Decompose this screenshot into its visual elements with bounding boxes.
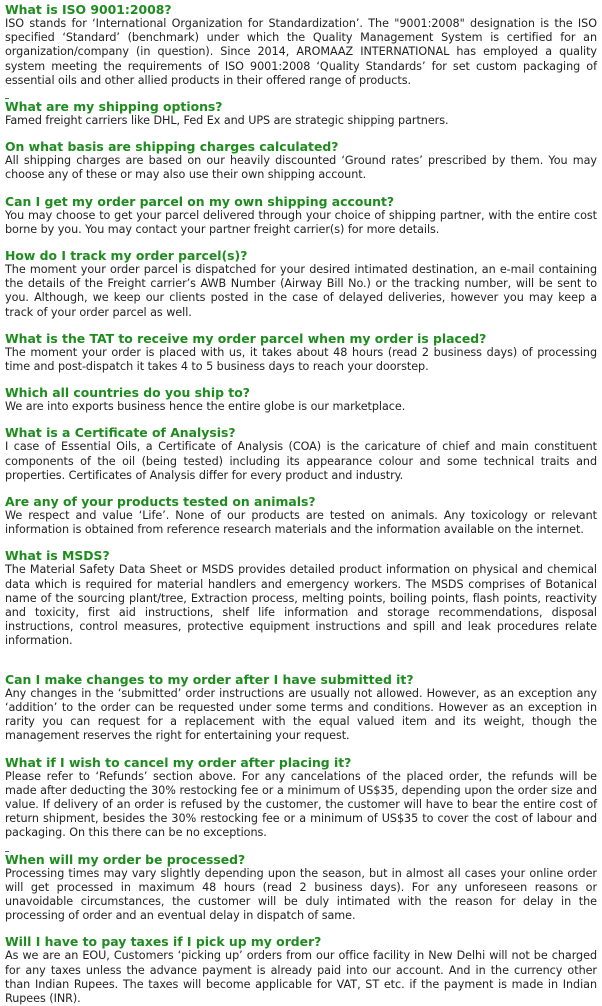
faq-answer: We are into exports business hence the entire globe is our marketplace. <box>5 400 406 414</box>
faq-item-shipping-options <box>5 100 597 128</box>
faq-question: What is ISO 9001:2008? <box>5 2 172 17</box>
separator <box>5 183 597 195</box>
faq-answer: ISO stands for ‘International Organization for Standardization’. The "9001:2008" designation is the ISO specified ‘Standard’ (benchmark) under which the Quality Management System is certified for an organization/company (in question). Since 2014, AROMAAZ INTERNATIONAL has employed a quality system meeting the requirements of ISO 9001:2008 ‘Quality Standards’ for set custom packaging of essential oils and other allied products in their offered range of products. <box>5 17 597 87</box>
faq-answer: We respect and value ‘Life’. None of our products are tested on animals. Any toxicology or relevant information is obtained from reference research materials and the information available on the internet. <box>5 509 597 537</box>
separator <box>5 841 597 853</box>
faq-answer: As we are an EOU, Customers ‘picking up’ orders from our office facility in New Delhi will not be charged for any taxes unless the advance payment is already paid into our account. And in the currency other than Indian Rupees. The taxes will become applicable for VAT, ST etc. if the payment is made in Indian Rupees (INR). <box>5 949 597 1005</box>
faq-question: Can I make changes to my order after I have submitted it? <box>5 671 414 687</box>
faq-item-order-changes <box>5 673 597 744</box>
dash-mark <box>5 851 9 852</box>
faq-item-cancel-order <box>5 756 597 841</box>
faq-answer: Please refer to ‘Refunds’ section above. For any cancelations of the placed order, the refunds will be made after deducting the 30% restocking fee or a minimum of US$35, depending upon the order size and value. If delivery of an order is refused by the customer, the customer will have to bear the entire cost of return shipment, besides the 30% restocking fee or a minimum of US$35 to cover the cost of labour and packaging. On this there can be no exceptions. <box>5 769 597 840</box>
faq-answer: Famed freight carriers like DHL, Fed Ex and UPS are strategic shipping partners. <box>5 114 449 128</box>
faq-question: How do I track my order parcel(s)? <box>5 248 248 264</box>
faq-item-countries <box>5 386 597 414</box>
faq-item-own-shipping-account <box>5 195 597 237</box>
faq-item-track-parcel <box>5 249 597 320</box>
faq-question: What is a Certificate of Analysis? <box>5 425 236 441</box>
separator <box>5 744 597 756</box>
faq-question: On what basis are shipping charges calculated? <box>5 139 339 155</box>
faq-answer: I case of Essential Oils, a Certificate of Analysis (COA) is the caricature of chief and main constituent components of the oil (being tested) including its appearance colour and some technical traits and properties. Certificates of Analysis differ for every product and industry. <box>5 440 597 482</box>
faq-question: What is MSDS? <box>5 548 110 564</box>
faq-item-tat <box>5 332 597 374</box>
faq-answer: The moment your order is placed with us, it takes about 48 hours (read 2 business days) of processing time and post-dispatch it takes 4 to 5 business days to reach your doorstep. <box>5 345 597 374</box>
faq-answer: The moment your order parcel is dispatched for your desired intimated destination, an e-mail containing the details of the Freight carrier’s AWB Number (Airway Bill No.) or the tracking number, will be sent to you. Although, we keep our clients posted in the case of delayed deliveries, however you may keep a track of your order parcel as well. <box>5 263 597 319</box>
faq-answer: All shipping charges are based on our heavily discounted ‘Ground rates’ prescribed by them. You may choose any of these or may also use their own shipping account. <box>5 154 597 182</box>
faq-question: When will my order be processed? <box>5 851 246 867</box>
faq-question: Can I get my order parcel on my own shipping account? <box>5 193 395 209</box>
faq-answer: Processing times may vary slightly depending upon the season, but in almost all cases your online order will get processed in maximum 48 hours (read 2 business days). For any unforeseen reasons or unavoidable circumstances, the customer will be duly intimated with the reason for delay in the processing of order and an eventual delay in dispatch of same. <box>5 866 597 923</box>
faq-item-animal-testing <box>5 495 597 537</box>
faq-item-taxes <box>5 935 597 1006</box>
faq-answer: The Material Safety Data Sheet or MSDS provides detailed product information on physical and chemical data which is required for material handlers and emergency workers. The MSDS comprises of Botanical name of the sourcing plant/tree, Extraction process, melting points, boiling points, flash points, reactivity and toxicity, first aid instructions, shelf life information and storage recommendations, disposal instructions, control measures, protective equipment instructions and spill and leak procedures relate information. <box>5 563 597 648</box>
faq-question: Will I have to pay taxes if I pick up my order? <box>5 934 322 950</box>
faq-question: What if I wish to cancel my order after placing it? <box>5 754 352 770</box>
faq-item-processing <box>5 853 597 924</box>
faq-answer: You may choose to get your parcel delivered through your choice of shipping partner, with the entire cost borne by you. You may contact your partner freight carrier(s) for more details. <box>5 208 597 236</box>
faq-question: What is the TAT to receive my order parcel when my order is placed? <box>5 330 487 346</box>
faq-question: Which all countries do you ship to? <box>5 385 250 401</box>
dash-mark <box>5 98 9 99</box>
faq-question: Are any of your products tested on animals? <box>5 494 316 510</box>
faq-item-msds <box>5 549 597 648</box>
faq-item-certificate-analysis <box>5 426 597 483</box>
faq-item-shipping-charges <box>5 140 597 182</box>
separator <box>5 923 597 935</box>
faq-item-iso <box>5 3 597 88</box>
separator <box>5 88 597 100</box>
faq-answer: Any changes in the ‘submitted’ order instructions are usually not allowed. However, as an exception any ‘addition’ to the order can be requested under some terms and conditions. However as an exception in rarity you can request for a replacement with the equal valued item and its weight, though the management reserves the right for entertaining your request. <box>5 686 597 743</box>
faq-question: What are my shipping options? <box>5 99 223 115</box>
separator <box>5 649 597 673</box>
